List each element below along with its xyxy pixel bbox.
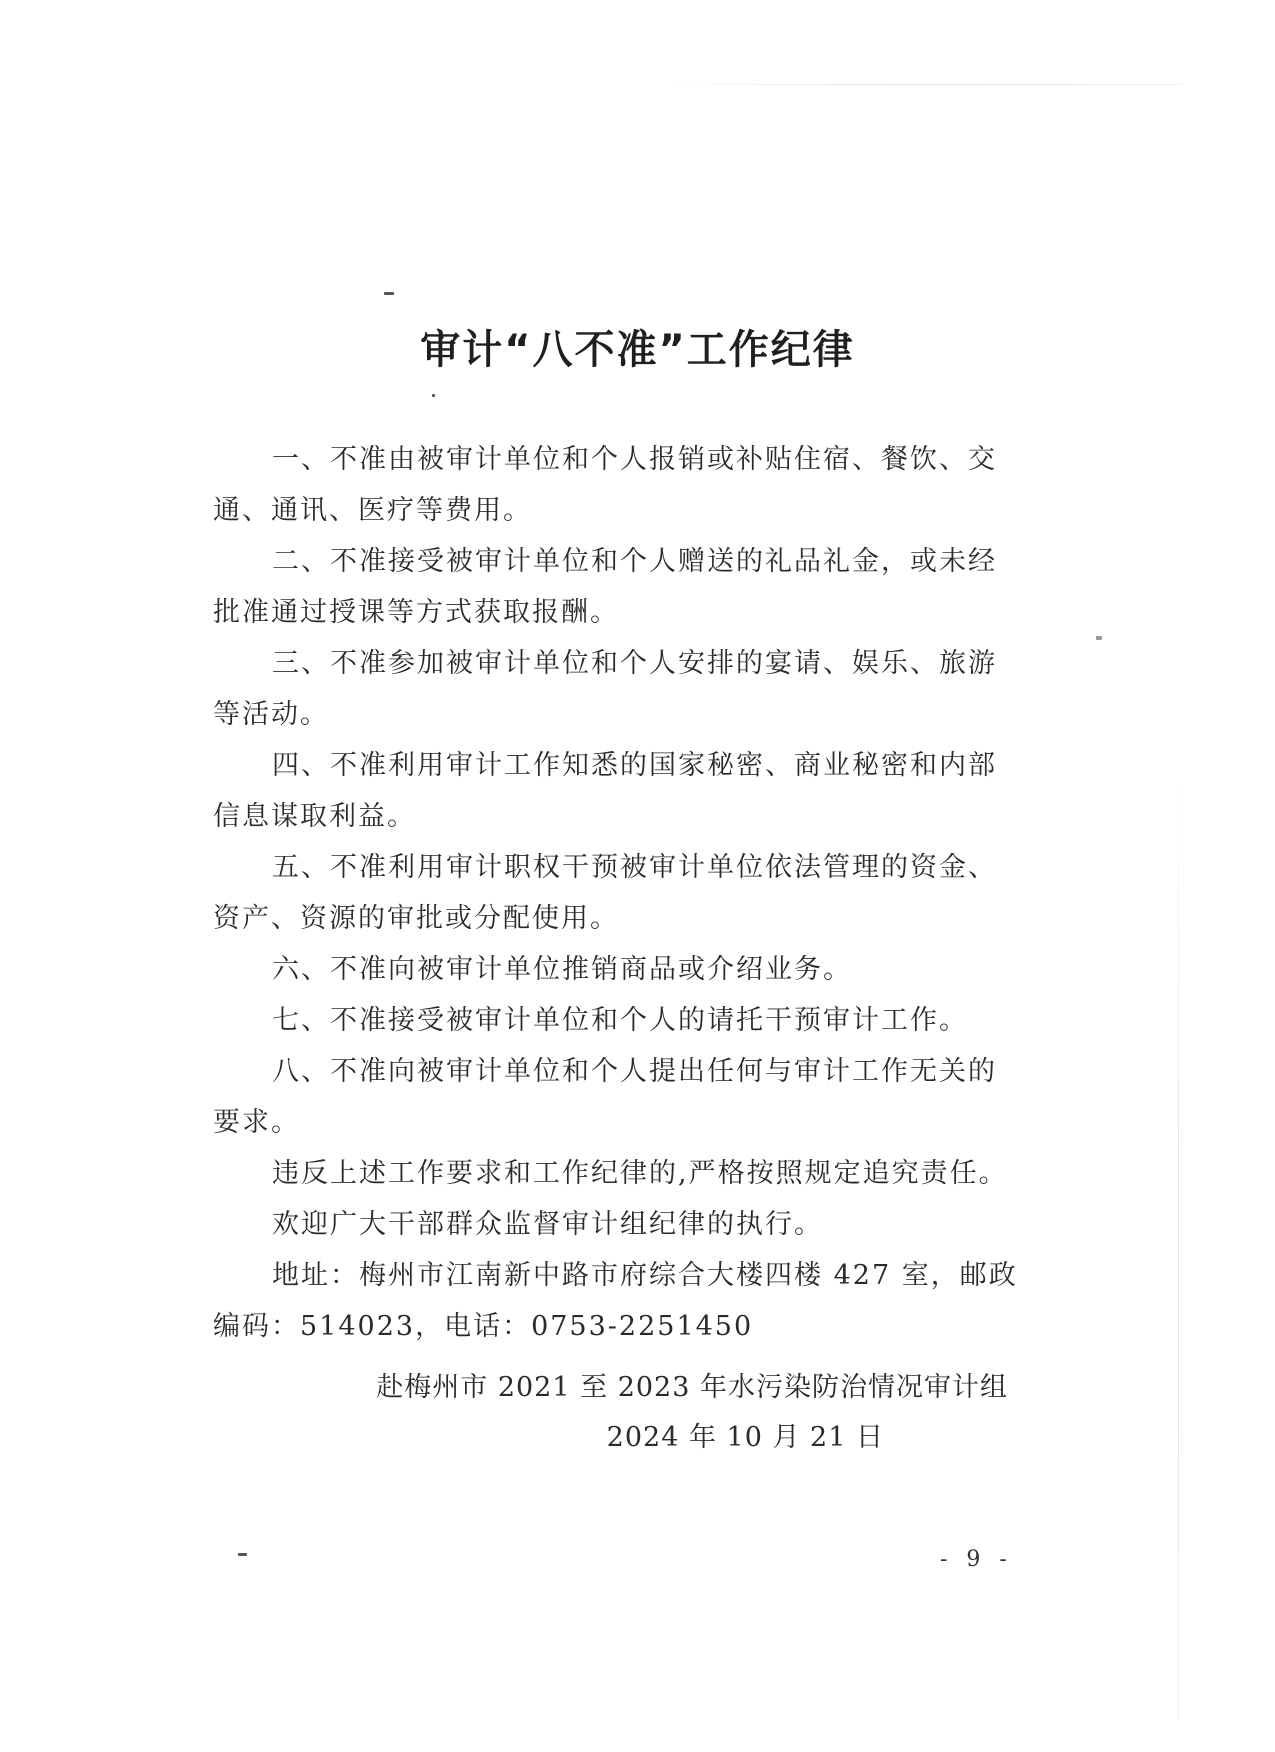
document-body <box>213 434 1025 1352</box>
rule-8: 八、不准向被审计单位和个人提出任何与审计工作无关的要求。 <box>213 1056 997 1138</box>
scan-edge-right <box>1178 760 1179 1720</box>
rule-3: 三、不准参加被审计单位和个人安排的宴请、娱乐、旅游等活动。 <box>213 648 997 730</box>
scan-speck <box>384 292 394 295</box>
issue-date: 2024 年 10 月 21 日 <box>606 1422 884 1453</box>
rule-5: 五、不准利用审计职权干预被审计单位依法管理的资金、资产、资源的审批或分配使用。 <box>213 852 997 934</box>
scan-speck <box>1096 636 1102 640</box>
supervision-statement: 欢迎广大干部群众监督审计组纪律的执行。 <box>272 1209 823 1240</box>
scan-edge-top <box>660 84 1180 85</box>
rule-4: 四、不准利用审计工作知悉的国家秘密、商业秘密和内部信息谋取利益。 <box>213 750 997 832</box>
issuer-signature: 赴梅州市 2021 至 2023 年水污染防治情况审计组 <box>376 1372 1008 1403</box>
violation-statement: 违反上述工作要求和工作纪律的,严格按照规定追究责任。 <box>272 1158 1008 1189</box>
document-title: 审计“八不准”工作纪律 <box>420 327 855 373</box>
rule-7: 七、不准接受被审计单位和个人的请托干预审计工作。 <box>272 1005 968 1036</box>
rule-6: 六、不准向被审计单位推销商品或介绍业务。 <box>272 954 852 985</box>
scan-speck <box>238 1553 247 1556</box>
contact-address: 地址：梅州市江南新中路市府综合大楼四楼 427 室，邮政编码：514023，电话：0753-2251450 <box>213 1260 1018 1342</box>
rule-1: 一、不准由被审计单位和个人报销或补贴住宿、餐饮、交通、通讯、医疗等费用。 <box>213 444 997 526</box>
scan-speck <box>432 394 435 397</box>
page-number: - 9 - <box>940 1547 1013 1572</box>
rule-2: 二、不准接受被审计单位和个人赠送的礼品礼金，或未经批准通过授课等方式获取报酬。 <box>213 546 997 628</box>
